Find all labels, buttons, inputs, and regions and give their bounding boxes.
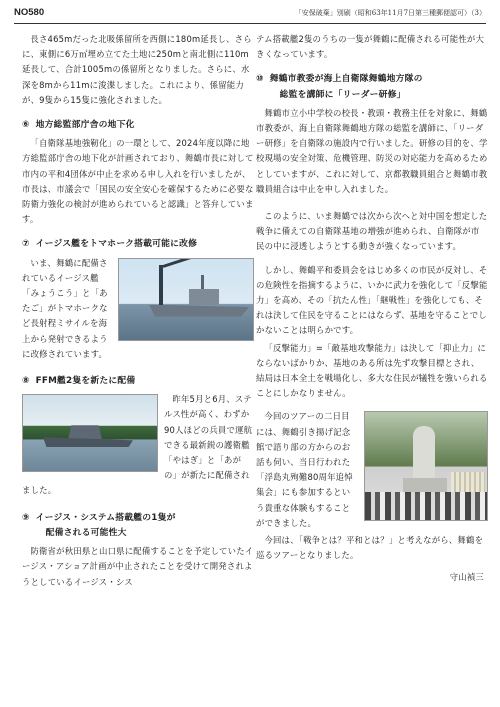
right-column (256, 32, 488, 585)
intro-paragraph: 長さ465mだった北吸係留所を西側に180m延長し、さらに、東側に6万㎡埋め立てた土地に250mと南北側に110m延長して、合計1005mの係留所となりました。さらに、水深を8mから11mに浚渫しました。これにより、係留能力が、9隻から15隻に強化されました。 (22, 34, 252, 105)
tour-content (256, 409, 488, 533)
section-7-title (22, 237, 254, 252)
tour-paragraph: 今回のツアーの二日目には、舞鶴引き揚げ記念館で語り部の方からのお話も伺い、当日行われた「浮島丸殉難80周年追悼集会」にも参加するという貴重な体験もすることができました。 (256, 411, 353, 528)
summary-paragraph-2: しかし、舞鶴平和委員会をはじめ多くの市民が反対し、その危険性を指摘するように、いかに武力を強化して「反撃能力」を高め、その「抗たん性」「継戦性」を強化しても、それは決して住民を守ることにはならず、基地を守ることでしかないことは明らかです。 (256, 264, 488, 336)
section-10-title (256, 72, 488, 102)
section-9-body: 防衛省が秋田県と山口県に配備することを予定していたイージス・アショア計画が中止されたことを受けて開発されようとしているイージス・シス (22, 546, 254, 587)
closing-paragraph: 今回は、「戦争とは？平和とは？」と考えながら、舞鶴を巡るツアーとなりました。 (256, 535, 484, 561)
ffm-ship-photo (22, 394, 158, 472)
section-number: ⑨ (22, 512, 30, 523)
section-title-text: イージス・システム搭載艦の1隻が (35, 512, 176, 523)
page-header (14, 4, 486, 24)
section-title-text: 舞鶴市教委が海上自衛隊舞鶴地方隊の (269, 74, 423, 85)
section-title-text: 地方総監部庁舎の地下化 (35, 120, 135, 131)
section-8-body: 昨年5月と6月、ステルス性が高く、わずか90人ほどの兵員で運航できる最新鋭の護衛艦「やはぎ」と「あがの」が新たに配備されました。 (22, 394, 253, 496)
left-column (22, 32, 254, 592)
memorial-photo (364, 411, 488, 521)
continuation-paragraph: テム搭載艦2隻のうちの一隻が舞鶴に配備される可能性が大きくなっています。 (256, 34, 485, 60)
section-number: ⑩ (256, 74, 264, 85)
section-10-body: 舞鶴市立小中学校の校長・教頭・教務主任を対象に、舞鶴市教委が、海上自衛隊舞鶴地方隊の総監を講師に、「リーダー研修」を自衛隊の施設内で行いました。研修の目的を、学校現場の安全対策、危機管理、防災の対応能力を高めるためとしていますが、これに対して、京都教職員組合と舞鶴市教職員組合は中止を申し入れました。 (256, 107, 488, 194)
summary-paragraph-1: このように、いま舞鶴では次から次へと対中国を想定した戦争に備えての自衛隊基地の増強が進められ、自衛隊が市民の中に浸透しようとする動きが強くなっています。 (256, 211, 488, 252)
section-7-content (22, 256, 254, 364)
section-number: ⑧ (22, 376, 30, 387)
masthead-text: 「安保破棄」別刷（昭和63年11月7日第三種郵便認可）（3） (294, 9, 486, 17)
section-title-text: FFM艦2隻を新たに配備 (35, 376, 136, 387)
section-title-text-line2: 総監を講師に「リーダー研修」 (279, 89, 406, 100)
summary-paragraph-3: 「反撃能力」=「敵基地攻撃能力」は決して「抑止力」にならないばかりか、基地のある所は先ず攻撃目標とされ、結局は日本全土を戦場化し、多大な住民が犠牲を強いられることにしかなりません。 (256, 342, 488, 399)
section-number: ⑦ (22, 239, 30, 250)
section-number: ⑥ (22, 120, 30, 131)
aegis-ship-photo (118, 258, 254, 341)
section-9-title (22, 511, 254, 541)
section-title-text-line2: 配備される可能性大 (45, 527, 127, 538)
issue-number: NO580 (14, 7, 45, 18)
author-signature: 守山禎三 (449, 571, 484, 582)
section-8-title (22, 374, 254, 389)
section-title-text: イージス艦をトマホーク搭載可能に改修 (35, 239, 198, 250)
section-6-title (22, 118, 254, 133)
section-6-body: 「自衛隊基地強靭化」の一環として、2024年度以降に地方総監部庁舎の地下化が計画されており、舞鶴市長に対して市内の平和4団体が中止を求める申し入れを行いましたが、市長は、市議会で「国民の安全安心を確保するために必要な防衛力強化の検討が進められていると認識」と答弁しています。 (22, 138, 254, 225)
section-8-content (22, 392, 254, 500)
section-7-body: いま、舞鶴に配備されているイージス艦「みょうこう」と「あたご」がトマホークなど長射程ミサイルを海上から発射できるように改修されています。 (22, 257, 108, 359)
